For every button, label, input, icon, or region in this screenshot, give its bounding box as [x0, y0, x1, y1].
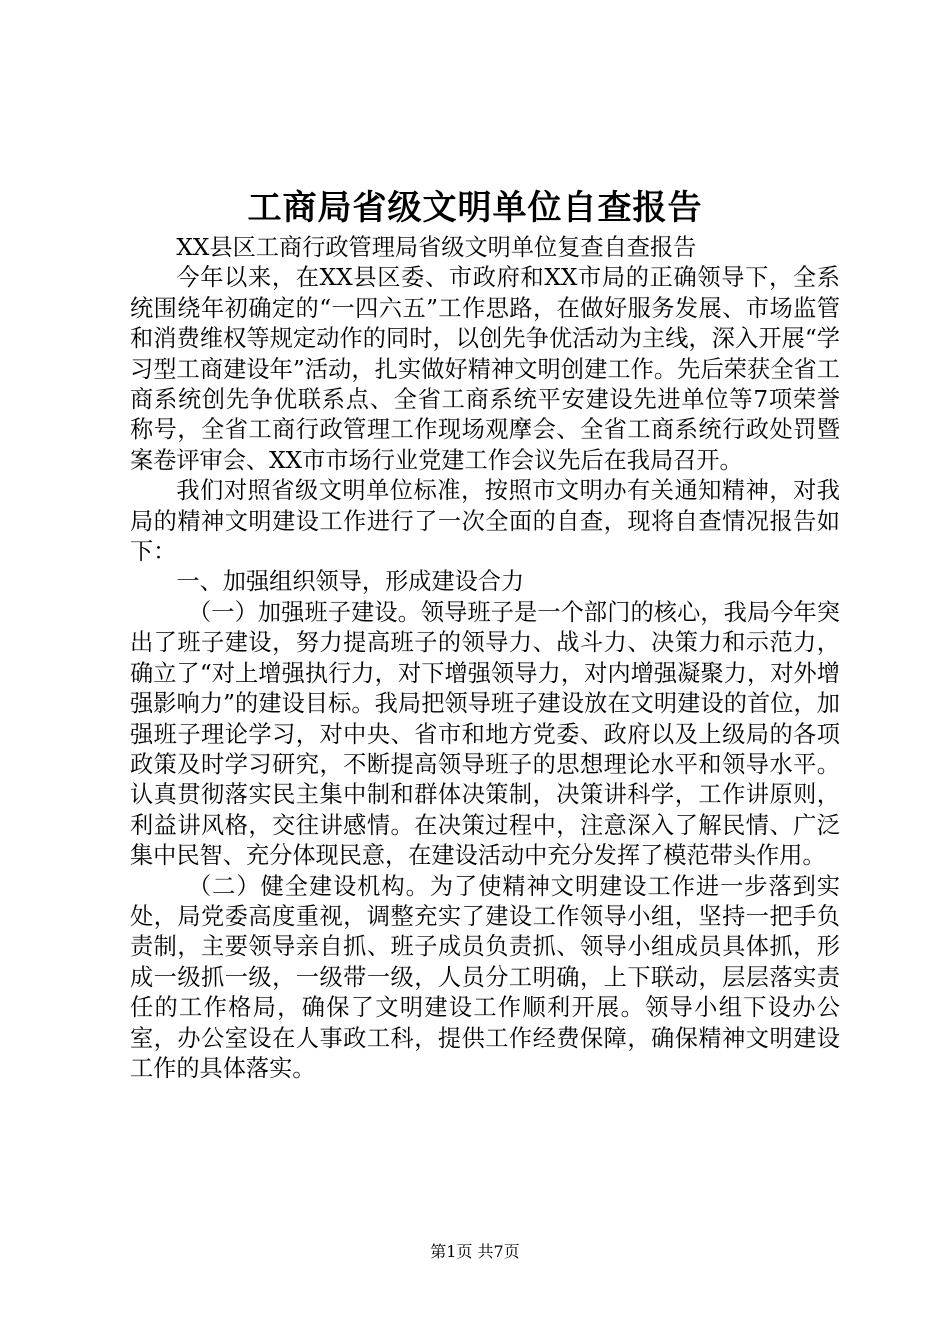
report-subtitle: XX县区工商行政管理局省级文明单位复查自查报告: [176, 234, 697, 261]
document-body: [130, 233, 840, 1084]
document-title: 工商局省级文明单位自查报告: [247, 188, 703, 228]
subsection-paragraph-2: （二）健全建设机构。为了使精神文明建设工作进一步落到实处，局党委高度重视，调整充实了建设工作领导小组，坚持一把手负责制，主要领导亲自抓、班子成员负责抓、领导小组成员具体抓，形成一级抓一级，一级带一级，人员分工明确，上下联动，层层落实责任的工作格局，确保了文明建设工作顺利开展。领导小组下设办公室，办公室设在人事政工科，提供工作经费保障，确保精神文明建设工作的具体落实。: [130, 872, 840, 1082]
self-check-paragraph: 我们对照省级文明单位标准，按照市文明办有关通知精神，对我局的精神文明建设工作进行了一次全面的自查，现将自查情况报告如下：: [130, 477, 840, 566]
intro-paragraph: 今年以来，在XX县区委、市政府和XX市局的正确领导下，全系统围绕年初确定的“一四六五”工作思路，在做好服务发展、市场监管和消费维权等规定动作的同时，以创先争优活动为主线，深入开展“学习型工商建设年”活动，扎实做好精神文明创建工作。先后荣获全省工商系统创先争优联系点、全省工商系统平安建设先进单位等7项荣誉称号，全省工商行政管理工作现场观摩会、全省工商系统行政处罚暨案卷评审会、XX市市场行业党建工作会议先后在我局召开。: [130, 264, 840, 474]
section-heading: 一、加强组织领导，形成建设合力: [176, 568, 525, 596]
subsection-paragraph-1: （一）加强班子建设。领导班子是一个部门的核心，我局今年突出了班子建设，努力提高班子的领导力、战斗力、决策力和示范力，确立了“对上增强执行力，对下增强领导力，对内增强凝聚力，对外增强影响力”的建设目标。我局把领导班子建设放在文明建设的首位，加强班子理论学习，对中央、省市和地方党委、政府以及上级局的各项政策及时学习研究，不断提高领导班子的思想理论水平和领导水平。认真贯彻落实民主集中制和群体决策制，决策讲科学，工作讲原则，利益讲风格，交往讲感情。在决策过程中，注意深入了解民情、广泛集中民智、充分体现民意，在建设活动中充分发挥了模范带头作用。: [130, 598, 840, 870]
page-footer: 第1页 共7页: [430, 1242, 520, 1261]
